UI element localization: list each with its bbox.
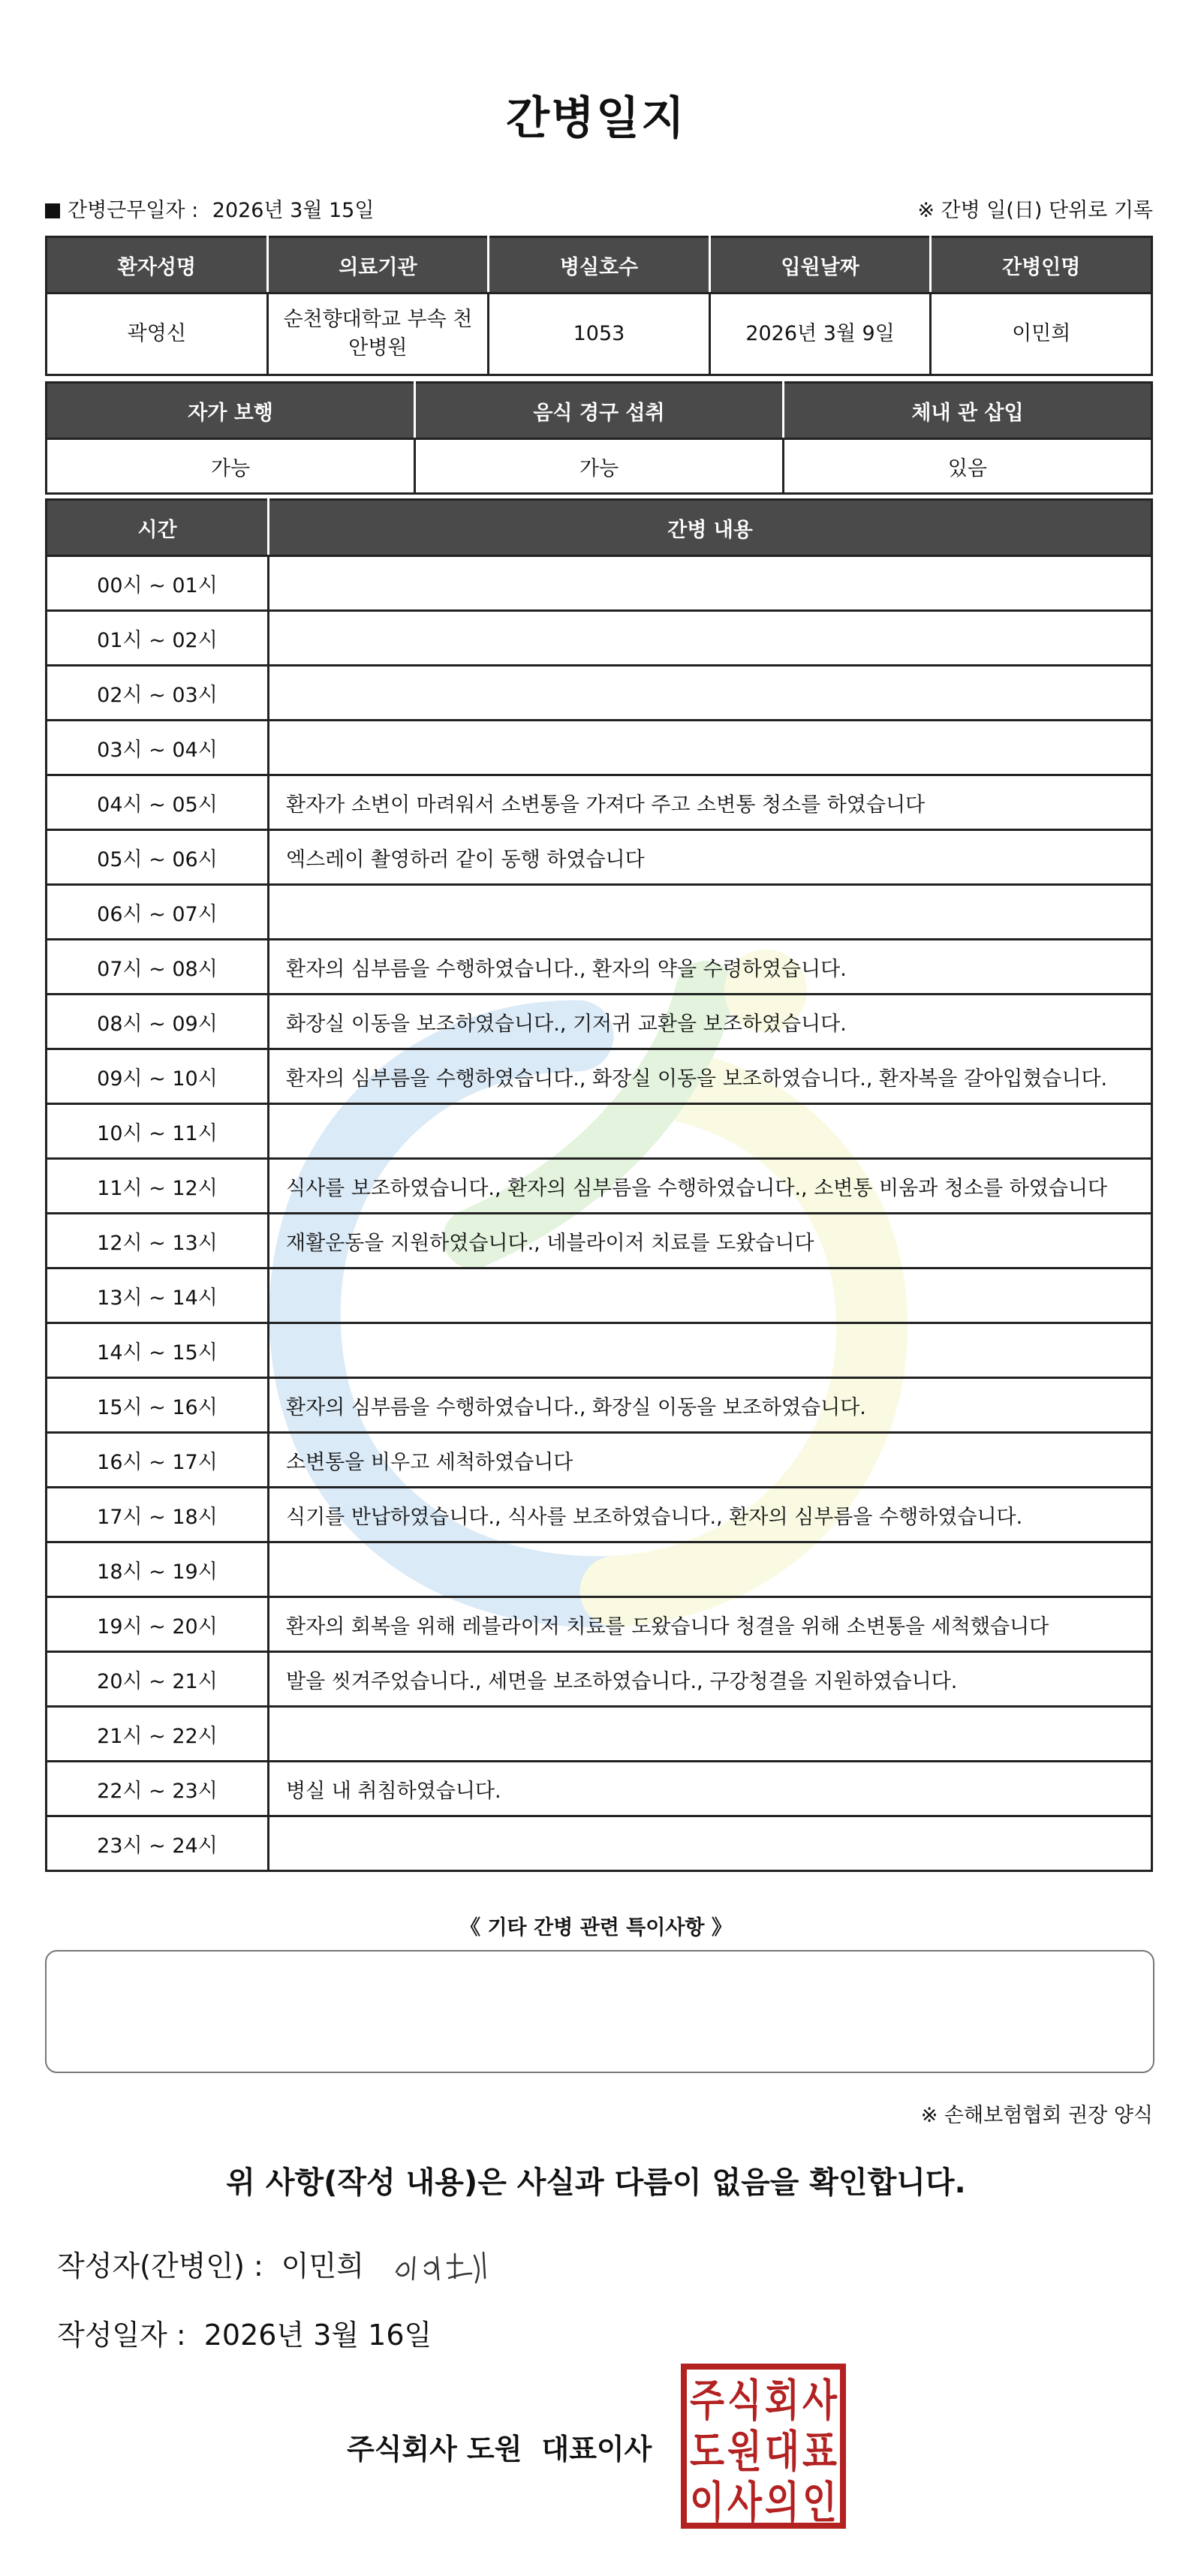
header-time: 시간 <box>47 500 269 556</box>
log-content: 환자가 소변이 마려워서 소변통을 가져다 주고 소변통 청소를 하였습니다 <box>269 775 1152 830</box>
log-content: 환자의 심부름을 수행하였습니다., 화장실 이동을 보조하였습니다., 환자복을 갈아입혔습니다. <box>269 1049 1152 1104</box>
daily-record-note: ※ 간병 일(日) 단위로 기록 <box>917 199 1153 222</box>
log-row <box>47 721 1152 775</box>
writer-line <box>57 2243 364 2284</box>
svg-text:인: 인 <box>802 2477 837 2528</box>
log-time: 21시 ~ 22시 <box>47 1707 269 1762</box>
company-line <box>347 2426 652 2467</box>
header-hospital: 의료기관 <box>267 237 489 293</box>
log-row <box>47 1159 1152 1214</box>
header-patient-name: 환자성명 <box>47 237 268 293</box>
handwritten-signature <box>390 2240 510 2293</box>
log-row <box>47 1597 1152 1652</box>
log-time: 02시 ~ 03시 <box>47 666 269 721</box>
log-time: 12시 ~ 13시 <box>47 1214 269 1268</box>
status-value-row <box>47 439 1152 494</box>
log-content: 병실 내 취침하였습니다. <box>269 1762 1152 1816</box>
log-row <box>47 1488 1152 1542</box>
log-time: 20시 ~ 21시 <box>47 1652 269 1707</box>
log-content: 소변통을 비우고 세척하였습니다 <box>269 1433 1152 1488</box>
log-row <box>47 611 1152 666</box>
info-header-row <box>47 237 1152 293</box>
notes-title: 《 기타 간병 관련 특이사항 》 <box>460 1916 732 1940</box>
log-content <box>269 1268 1152 1323</box>
log-time: 19시 ~ 20시 <box>47 1597 269 1652</box>
log-time: 01시 ~ 02시 <box>47 611 269 666</box>
log-row <box>47 940 1152 995</box>
log-content <box>269 885 1152 940</box>
writer-name: 이민희 <box>281 2249 364 2283</box>
log-row <box>47 556 1152 611</box>
info-value-row <box>47 293 1152 375</box>
svg-text:도: 도 <box>690 2426 724 2477</box>
log-row <box>47 1378 1152 1433</box>
log-row <box>47 885 1152 940</box>
svg-text:사: 사 <box>727 2477 763 2528</box>
association-note: ※ 손해보험협회 권장 양식 <box>920 2104 1153 2127</box>
company-seal-stamp <box>680 2363 847 2529</box>
log-time: 15시 ~ 16시 <box>47 1378 269 1433</box>
header-admission-date: 입원날짜 <box>709 237 931 293</box>
log-row <box>47 1433 1152 1488</box>
hospital-name: 순천향대학교 부속 천안병원 <box>267 293 489 375</box>
log-row <box>47 1323 1152 1378</box>
svg-text:주: 주 <box>690 2375 724 2426</box>
svg-text:사: 사 <box>802 2375 838 2426</box>
status-header-row <box>47 383 1152 439</box>
work-date-label: 간병근무일자 : <box>68 199 199 222</box>
log-row <box>47 1104 1152 1159</box>
self-walking-value: 가능 <box>47 439 415 494</box>
log-time: 16시 ~ 17시 <box>47 1433 269 1488</box>
log-time: 17시 ~ 18시 <box>47 1488 269 1542</box>
header-care-content: 간병 내용 <box>269 500 1152 556</box>
log-time: 18시 ~ 19시 <box>47 1542 269 1597</box>
log-content: 환자의 심부름을 수행하였습니다., 환자의 약을 수령하였습니다. <box>269 940 1152 995</box>
log-content: 발을 씻겨주었습니다., 세면을 보조하였습니다., 구강청결을 지원하였습니다. <box>269 1652 1152 1707</box>
room-number: 1053 <box>489 293 710 375</box>
log-time: 08시 ~ 09시 <box>47 995 269 1049</box>
care-log-table <box>45 498 1153 1872</box>
log-content <box>269 1542 1152 1597</box>
log-content: 재활운동을 지원하였습니다., 네블라이저 치료를 도왔습니다 <box>269 1214 1152 1268</box>
log-time: 10시 ~ 11시 <box>47 1104 269 1159</box>
svg-text:의: 의 <box>765 2477 799 2528</box>
log-row <box>47 1049 1152 1104</box>
log-content: 환자의 심부름을 수행하였습니다., 화장실 이동을 보조하였습니다. <box>269 1378 1152 1433</box>
log-row <box>47 1652 1152 1707</box>
log-time: 06시 ~ 07시 <box>47 885 269 940</box>
company-rep: 대표이사 <box>541 2433 652 2466</box>
header-room-number: 병실호수 <box>489 237 710 293</box>
log-time: 00시 ~ 01시 <box>47 556 269 611</box>
patient-name: 곽영신 <box>47 293 268 375</box>
log-row <box>47 1707 1152 1762</box>
svg-text:회: 회 <box>765 2375 799 2426</box>
oral-intake-value: 가능 <box>415 439 784 494</box>
log-content: 화장실 이동을 보조하였습니다., 기저귀 교환을 보조하였습니다. <box>269 995 1152 1049</box>
log-row <box>47 1816 1152 1871</box>
log-time: 13시 ~ 14시 <box>47 1268 269 1323</box>
log-time: 14시 ~ 15시 <box>47 1323 269 1378</box>
log-time: 22시 ~ 23시 <box>47 1762 269 1816</box>
log-content: 식사를 보조하였습니다., 환자의 심부름을 수행하였습니다., 소변통 비움과 청소를 하였습니다 <box>269 1159 1152 1214</box>
square-bullet-icon <box>45 203 60 218</box>
header-self-walking: 자가 보행 <box>47 383 415 439</box>
svg-text:식: 식 <box>727 2375 762 2426</box>
work-date <box>45 194 374 223</box>
log-time: 23시 ~ 24시 <box>47 1816 269 1871</box>
written-date-value: 2026년 3월 16일 <box>203 2319 432 2352</box>
log-header-row <box>47 500 1152 556</box>
log-content: 환자의 회복을 위해 레블라이저 치료를 도왔습니다 청결을 위해 소변통을 세척했습니다 <box>269 1597 1152 1652</box>
log-content: 엑스레이 촬영하러 같이 동행 하였습니다 <box>269 830 1152 885</box>
log-time: 05시 ~ 06시 <box>47 830 269 885</box>
written-date-line <box>57 2312 432 2353</box>
log-row <box>47 1762 1152 1816</box>
log-time: 04시 ~ 05시 <box>47 775 269 830</box>
log-content <box>269 611 1152 666</box>
log-content <box>269 666 1152 721</box>
caregiver-name: 이민희 <box>931 293 1152 375</box>
log-row <box>47 1214 1152 1268</box>
log-content <box>269 1323 1152 1378</box>
log-row <box>47 775 1152 830</box>
written-date-label: 작성일자 : <box>57 2319 186 2352</box>
admission-date: 2026년 3월 9일 <box>709 293 931 375</box>
svg-text:표: 표 <box>802 2426 837 2477</box>
log-row <box>47 830 1152 885</box>
log-body <box>47 556 1152 1871</box>
log-time: 07시 ~ 08시 <box>47 940 269 995</box>
log-content <box>269 1816 1152 1871</box>
header-caregiver-name: 간병인명 <box>931 237 1152 293</box>
log-row <box>47 666 1152 721</box>
log-row <box>47 1268 1152 1323</box>
meta-row <box>45 194 1153 223</box>
log-row <box>47 1542 1152 1597</box>
page-title: 간병일지 <box>506 92 686 145</box>
writer-label: 작성자(간병인) : <box>57 2249 263 2283</box>
log-content <box>269 556 1152 611</box>
log-content <box>269 1104 1152 1159</box>
tube-insertion-value: 있음 <box>784 439 1152 494</box>
svg-text:이: 이 <box>690 2477 724 2528</box>
log-content: 식기를 반납하였습니다., 식사를 보조하였습니다., 환자의 심부름을 수행하였습니다. <box>269 1488 1152 1542</box>
log-content <box>269 1707 1152 1762</box>
svg-text:원: 원 <box>727 2426 762 2477</box>
patient-info-table <box>45 236 1153 376</box>
log-time: 03시 ~ 04시 <box>47 721 269 775</box>
log-time: 09시 ~ 10시 <box>47 1049 269 1104</box>
log-row <box>47 995 1152 1049</box>
company-name: 주식회사 도원 <box>347 2433 522 2466</box>
svg-text:대: 대 <box>765 2426 799 2477</box>
log-content <box>269 721 1152 775</box>
header-oral-intake: 음식 경구 섭취 <box>415 383 784 439</box>
work-date-value: 2026년 3월 15일 <box>212 199 375 222</box>
confirmation-statement: 위 사항(작성 내용)은 사실과 다름이 없음을 확인합니다. <box>226 2165 966 2200</box>
patient-status-table <box>45 381 1153 495</box>
log-time: 11시 ~ 12시 <box>47 1159 269 1214</box>
header-tube-insertion: 체내 관 삽입 <box>784 383 1152 439</box>
notes-box <box>45 1950 1154 2073</box>
